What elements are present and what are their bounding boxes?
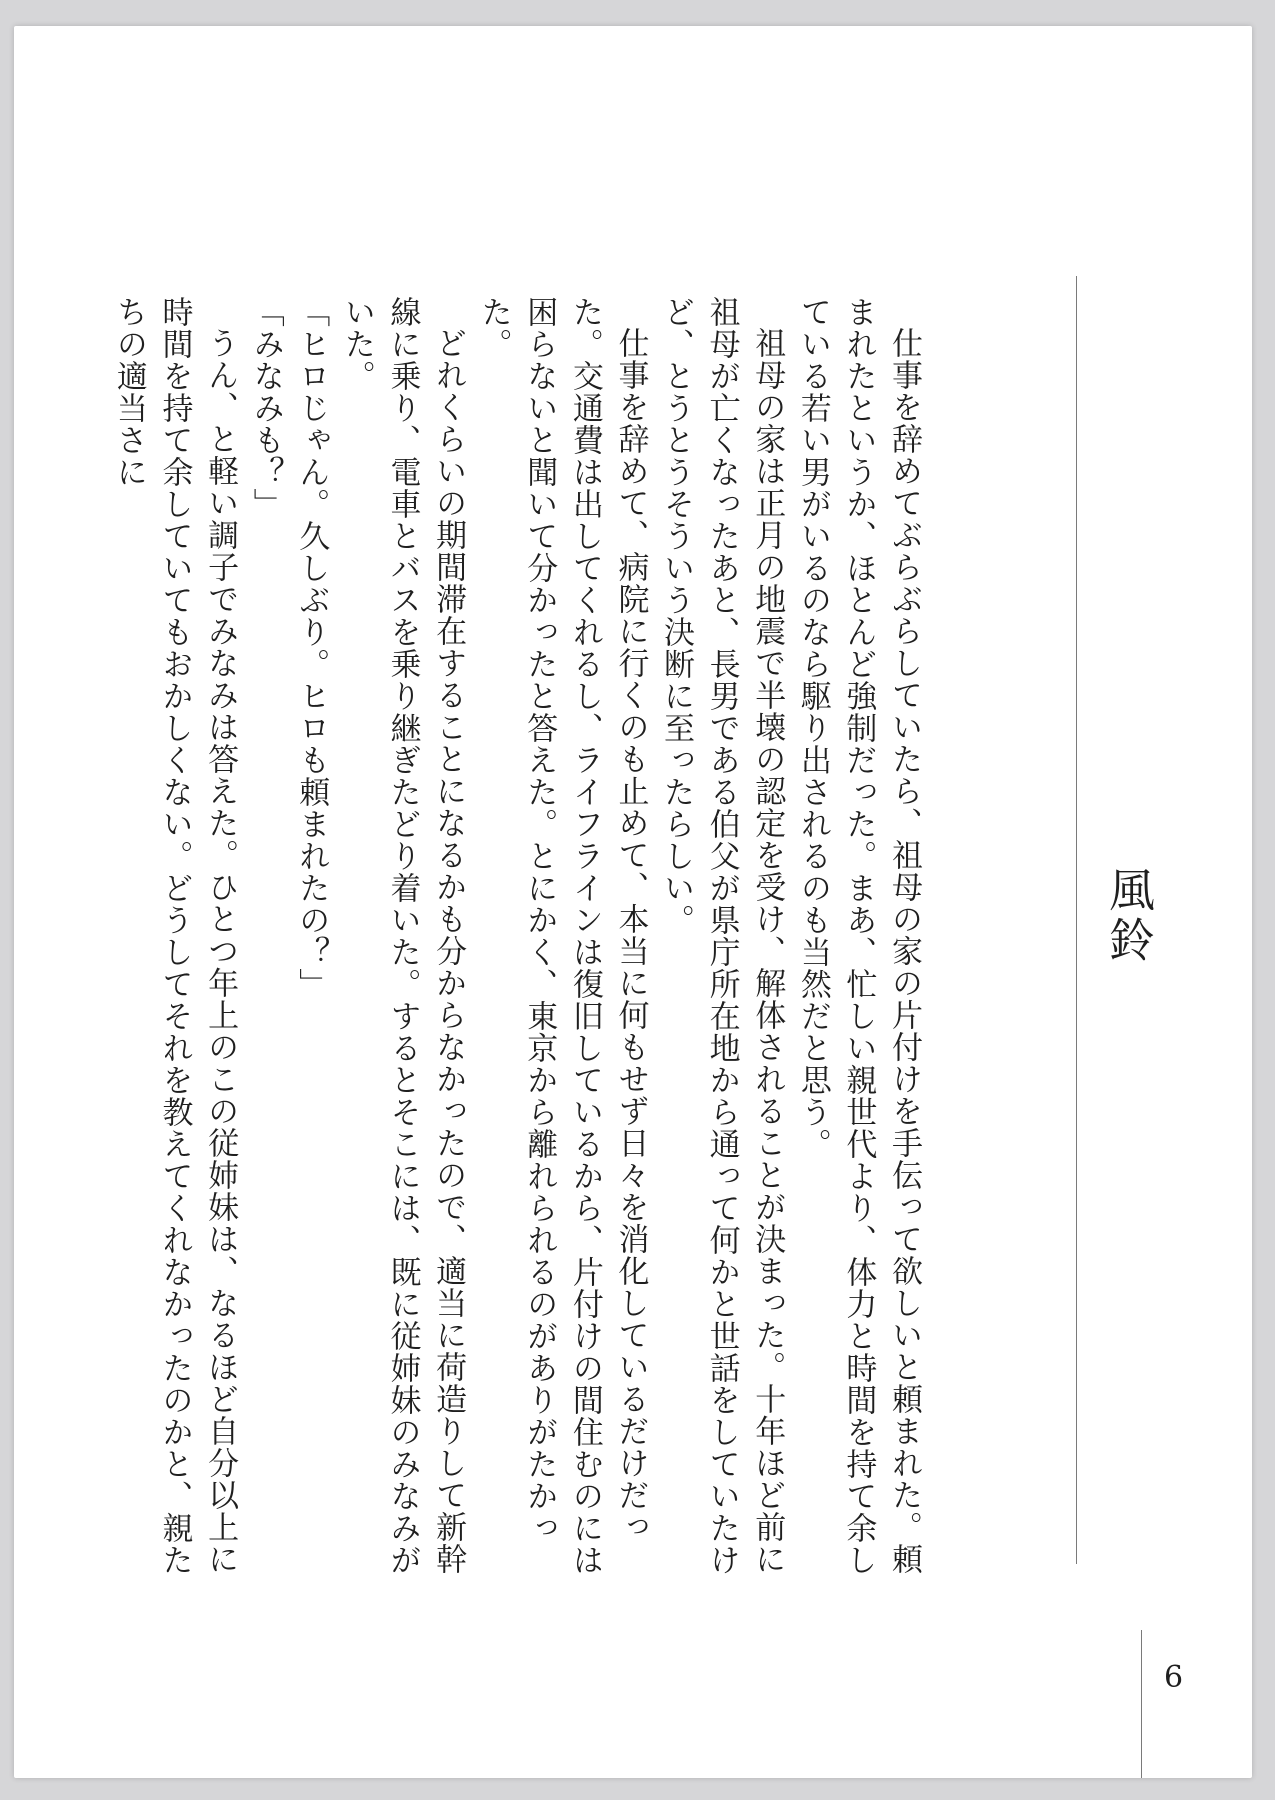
paragraph-4: どれくらいの期間滞在することになるかも分からなかったので、適当に荷造りして新幹線に乗り、電車とバスを乗り継ぎたどり着いた。するとそこには、既に従姉妹のみなみがいた。: [338, 296, 467, 1576]
paragraph-5: うん、と軽い調子でみなみは答えた。ひとつ年上のこの従姉妹は、なるほど自分以上に時間を持て余していてもおかしくない。どうしてそれを教えてくれなかったのかと、親たちの適当さに: [110, 296, 239, 1576]
page-number: 6: [1164, 1660, 1184, 1695]
title-divider-line: [1076, 276, 1077, 1564]
paragraph-3: 仕事を辞めて、病院に行くのも止めて、本当に何もせず日々を消化しているだけだった。交通費は出してくれるし、ライフラインは復旧しているから、片付けの間住むのには困らないと聞いて分かったと答えた。とにかく、東京から離れられるのがありがたかった。: [475, 296, 649, 1576]
chapter-title: 風鈴: [1102, 866, 1156, 966]
paragraph-2: 祖母の家は正月の地震で半壊の認定を受け、解体されることが決まった。十年ほど前に祖母が亡くなったあと、長男である伯父が県庁所在地から通って何かと世話をしていたけど、とうとうそういう決断に至ったらしい。: [658, 296, 786, 1576]
dialog-line-2: 「みなみも？」: [247, 296, 284, 520]
page-number-divider-line: [1141, 1630, 1142, 1778]
book-page: [14, 26, 1252, 1778]
body-text: [105, 296, 926, 1576]
paragraph-1: 仕事を辞めてぶらぶらしていたら、祖母の家の片付けを手伝って欲しいと頼まれた。頼まれたというか、ほとんど強制だった。まあ、忙しい親世代より、体力と時間を持て余している若い男がいるのなら駆り出されるのも当然だと思う。: [794, 296, 922, 1576]
dialog-line-1: 「ヒロじゃん。久しぶり。ヒロも頼まれたの？」: [293, 296, 330, 1000]
